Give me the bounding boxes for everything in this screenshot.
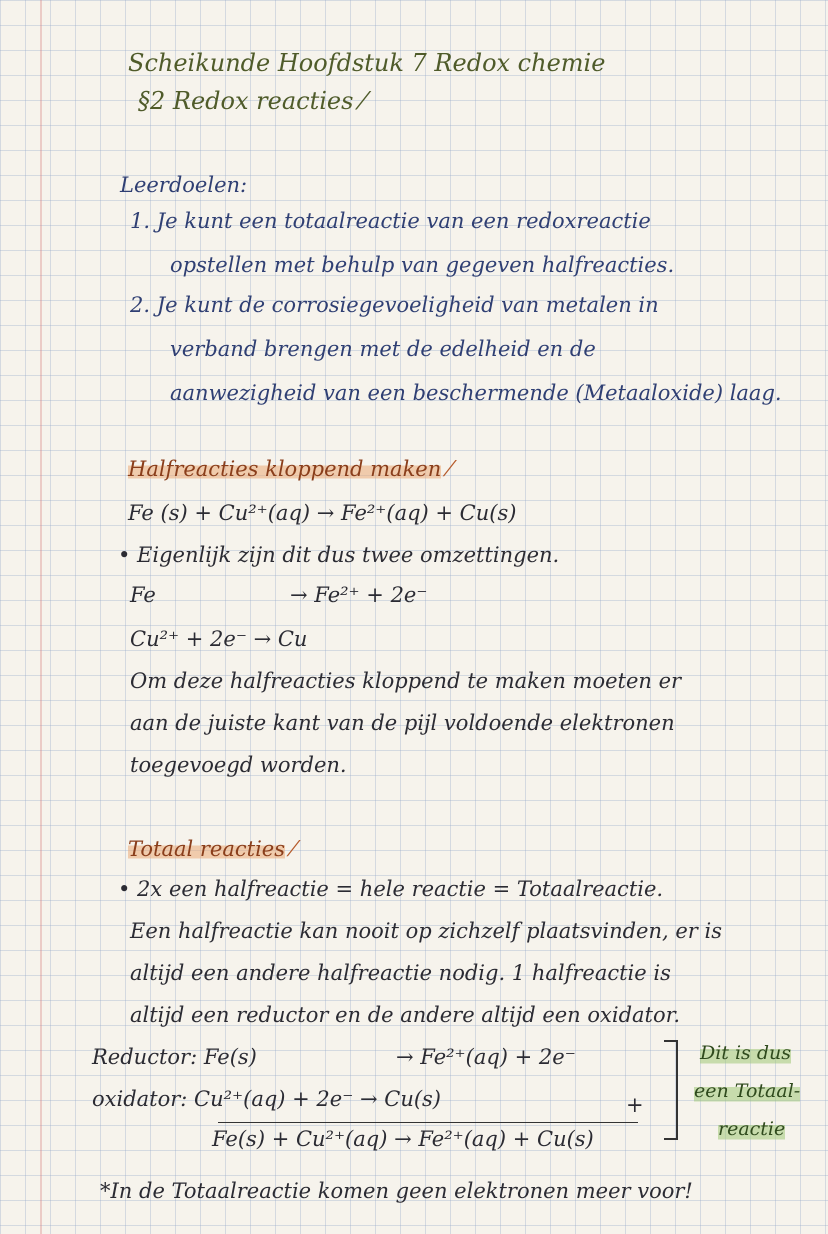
half-heading-mark: ⁄ [447, 457, 452, 481]
fe-half-right: → Fe²⁺ + 2e⁻ [290, 583, 428, 607]
section-subtitle [138, 88, 365, 114]
total-heading [128, 836, 295, 862]
goal-line: 1. Je kunt een totaalreactie van een redoxreactie [130, 209, 651, 233]
reductor-reaction: → Fe²⁺(aq) + 2e⁻ [396, 1045, 576, 1069]
goal-line: 2. Je kunt de corrosiegevoeligheid van metalen in [130, 293, 659, 317]
total-heading-text: Totaal reacties [128, 837, 285, 861]
bracket [664, 1040, 678, 1140]
total-reaction: Fe(s) + Cu²⁺(aq) → Fe²⁺(aq) + Cu(s) [212, 1127, 594, 1151]
half-reaction: Fe (s) + Cu²⁺(aq) → Fe²⁺(aq) + Cu(s) [128, 501, 517, 525]
sum-line [218, 1122, 638, 1123]
half-text-line: Om deze halfreacties kloppend te maken moeten er [130, 669, 682, 693]
total-bullet: • 2x een halfreactie = hele reactie = Totaalreactie. [118, 877, 664, 901]
cu-half: Cu²⁺ + 2e⁻ → Cu [130, 627, 308, 651]
half-text-line: aan de juiste kant van de pijl voldoende elektronen [130, 711, 675, 735]
half-heading [128, 456, 451, 482]
half-text-line: toegevoegd worden. [130, 753, 347, 777]
page-margin-line [40, 0, 42, 1234]
half-heading-text: Halfreacties kloppend maken [128, 457, 442, 481]
page-title: Scheikunde Hoofdstuk 7 Redox chemie [128, 49, 606, 77]
note-line: een Totaal- [694, 1080, 801, 1102]
goal-line: aanwezigheid van een beschermende (Metaaloxide) laag. [170, 381, 782, 405]
oxidator-reaction: oxidator: Cu²⁺(aq) + 2e⁻ → Cu(s) [92, 1087, 442, 1111]
half-bullet: • Eigenlijk zijn dit dus twee omzettingen. [118, 543, 560, 567]
goals-heading: Leerdoelen: [120, 173, 248, 197]
fe-half-left: Fe [130, 583, 156, 607]
note-line: reactie [718, 1118, 786, 1140]
total-text-line: altijd een andere halfreactie nodig. 1 halfreactie is [130, 961, 671, 985]
goal-line: verband brengen met de edelheid en de [170, 337, 596, 361]
note-line: Dit is dus [700, 1042, 792, 1064]
goal-line: opstellen met behulp van gegeven halfreacties. [170, 253, 675, 277]
footer-note: *In de Totaalreactie komen geen elektronen meer voor! [100, 1179, 693, 1203]
section-subtitle-text: §2 Redox reacties [138, 87, 354, 115]
reductor-label: Reductor: Fe(s) [92, 1045, 257, 1069]
total-text-line: Een halfreactie kan nooit op zichzelf plaatsvinden, er is [130, 919, 722, 943]
total-text-line: altijd een reductor en de andere altijd een oxidator. [130, 1003, 681, 1027]
subtitle-mark: ⁄ [361, 87, 366, 115]
plus-sign: + [626, 1093, 644, 1117]
total-heading-mark: ⁄ [291, 837, 296, 861]
